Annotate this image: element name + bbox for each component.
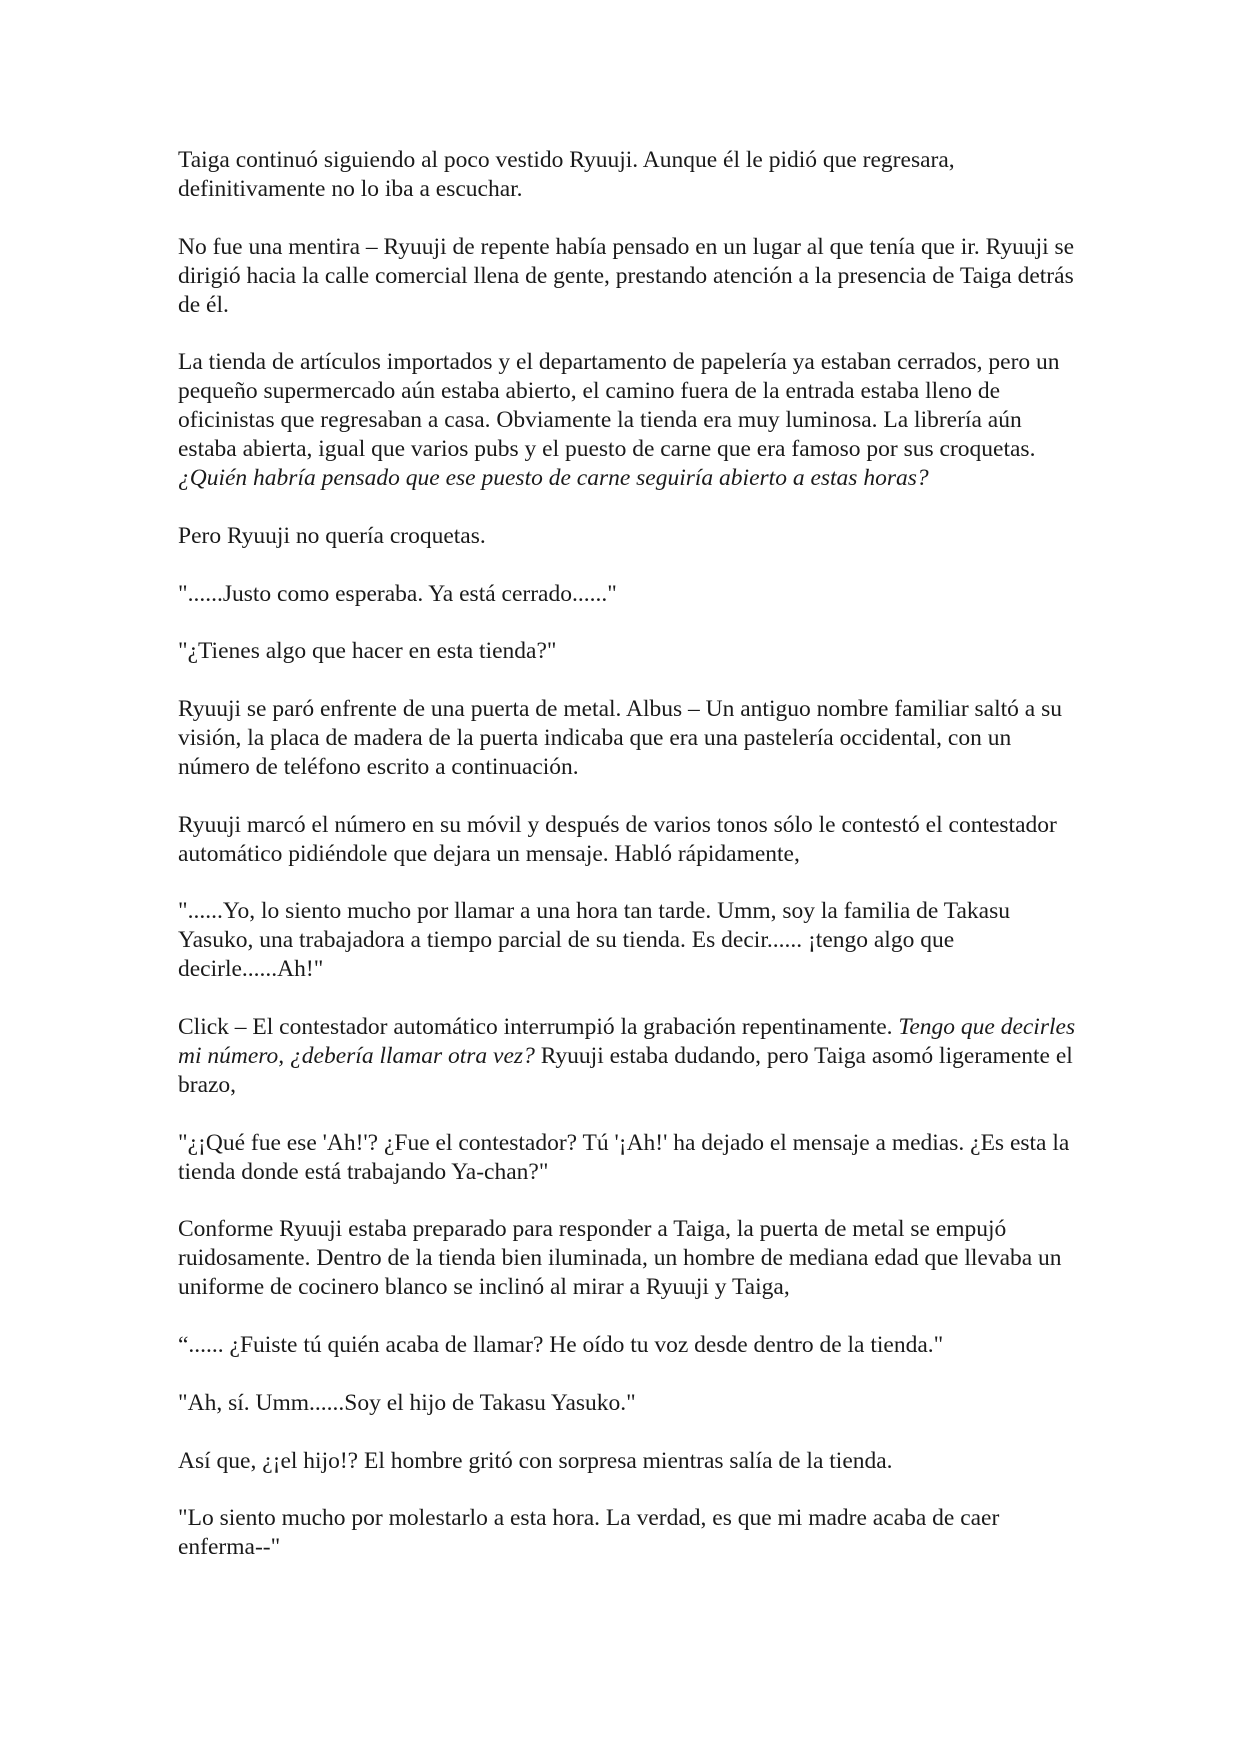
paragraph-text: Así que, ¿¡el hijo!? El hombre gritó con sorpresa mientras salía de la tienda.: [178, 1447, 893, 1474]
italic-thought: Tengo que decirles mi número, ¿debería llamar otra vez?: [178, 1014, 1076, 1069]
paragraph-text: Taiga continuó siguiendo al poco vestido Ryuuji. Aunque él le pidió que regresara, definitivamente no lo iba a escuchar.: [178, 147, 955, 202]
paragraph-text: Ryuuji marcó el número en su móvil y después de varios tonos sólo le contestó el contestador automático pidiéndole que dejara un mensaje. Habló rápidamente,: [178, 811, 1057, 867]
paragraph-3: [178, 348, 1078, 493]
dialogue-line: "¿Tienes algo que hacer en esta tienda?": [178, 638, 557, 665]
dialogue-line: “...... ¿Fuiste tú quién acaba de llamar? He oído tu voz desde dentro de la tienda.": [178, 1331, 944, 1358]
paragraph-15: [178, 1447, 1078, 1476]
paragraph-text: La tienda de artículos importados y el departamento de papelería ya estaban cerrados, pero un pequeño supermercado aún estaba abierto, el camino fuera de la entrada estaba lleno de oficinistas que regresaban a casa. Obviamente la tienda era muy luminosa. La librería aún estaba abierta, igual que varios pubs y el puesto de carne que era famoso por sus croquetas.: [178, 349, 1060, 463]
dialogue-line: "Ah, sí. Umm......Soy el hijo de Takasu Yasuko.": [178, 1389, 636, 1416]
paragraph-text: No fue una mentira – Ryuuji de repente había pensado en un lugar al que tenía que ir. Ryuuji se dirigió hacia la calle comercial llena de gente, prestando atención a la presencia de Taiga detrás de él.: [178, 233, 1075, 318]
paragraph-text: Conforme Ryuuji estaba preparado para responder a Taiga, la puerta de metal se empujó ruidosamente. Dentro de la tienda bien iluminada, un hombre de mediana edad que llevaba un uniforme de cocinero blanco se inclinó al mirar a Ryuuji y Taiga,: [178, 1216, 1062, 1301]
paragraph-text: Ryuuji se paró enfrente de una puerta de metal. Albus – Un antiguo nombre familiar saltó a su visión, la placa de madera de la puerta indicaba que era una pastelería occidental, con un número de teléfono escrito a continuación.: [178, 696, 1062, 780]
paragraph-8: [178, 811, 1078, 869]
paragraph-16: [178, 1504, 1078, 1562]
paragraph-10: [178, 1013, 1078, 1100]
paragraph-9: [178, 897, 1078, 984]
paragraph-6: [178, 637, 1078, 666]
dialogue-line: "Lo siento mucho por molestarlo a esta hora. La verdad, es que mi madre acaba de caer enferma--": [178, 1505, 1000, 1561]
paragraph-11: [178, 1129, 1078, 1187]
paragraph-1: [178, 146, 1078, 204]
paragraph-text: Ryuuji estaba dudando, pero Taiga asomó ligeramente el brazo,: [178, 1042, 1073, 1098]
paragraph-text: Click – El contestador automático interrumpió la grabación repentinamente.: [178, 1014, 899, 1041]
italic-thought: ¿Quién habría pensado que ese puesto de carne seguiría abierto a estas horas?: [178, 464, 929, 491]
paragraph-2: [178, 233, 1078, 320]
paragraph-7: [178, 695, 1078, 782]
dialogue-line: "......Yo, lo siento mucho por llamar a una hora tan tarde. Umm, soy la familia de Takasu Yasuko, una trabajadora a tiempo parcial de su tienda. Es decir...... ¡tengo algo que decirle......Ah!": [178, 898, 1011, 983]
paragraph-5: [178, 580, 1078, 609]
paragraph-text: Pero Ryuuji no quería croquetas.: [178, 522, 486, 549]
paragraph-14: [178, 1389, 1078, 1418]
document-body: [178, 146, 1078, 1562]
dialogue-line: "......Justo como esperaba. Ya está cerrado......": [178, 580, 617, 607]
paragraph-13: [178, 1331, 1078, 1360]
dialogue-line: "¿¡Qué fue ese 'Ah!'? ¿Fue el contestador? Tú '¡Ah!' ha dejado el mensaje a medias. ¿Es esta la tienda donde está trabajando Ya-chan?": [178, 1129, 1070, 1185]
paragraph-4: [178, 522, 1078, 551]
paragraph-12: [178, 1215, 1078, 1302]
